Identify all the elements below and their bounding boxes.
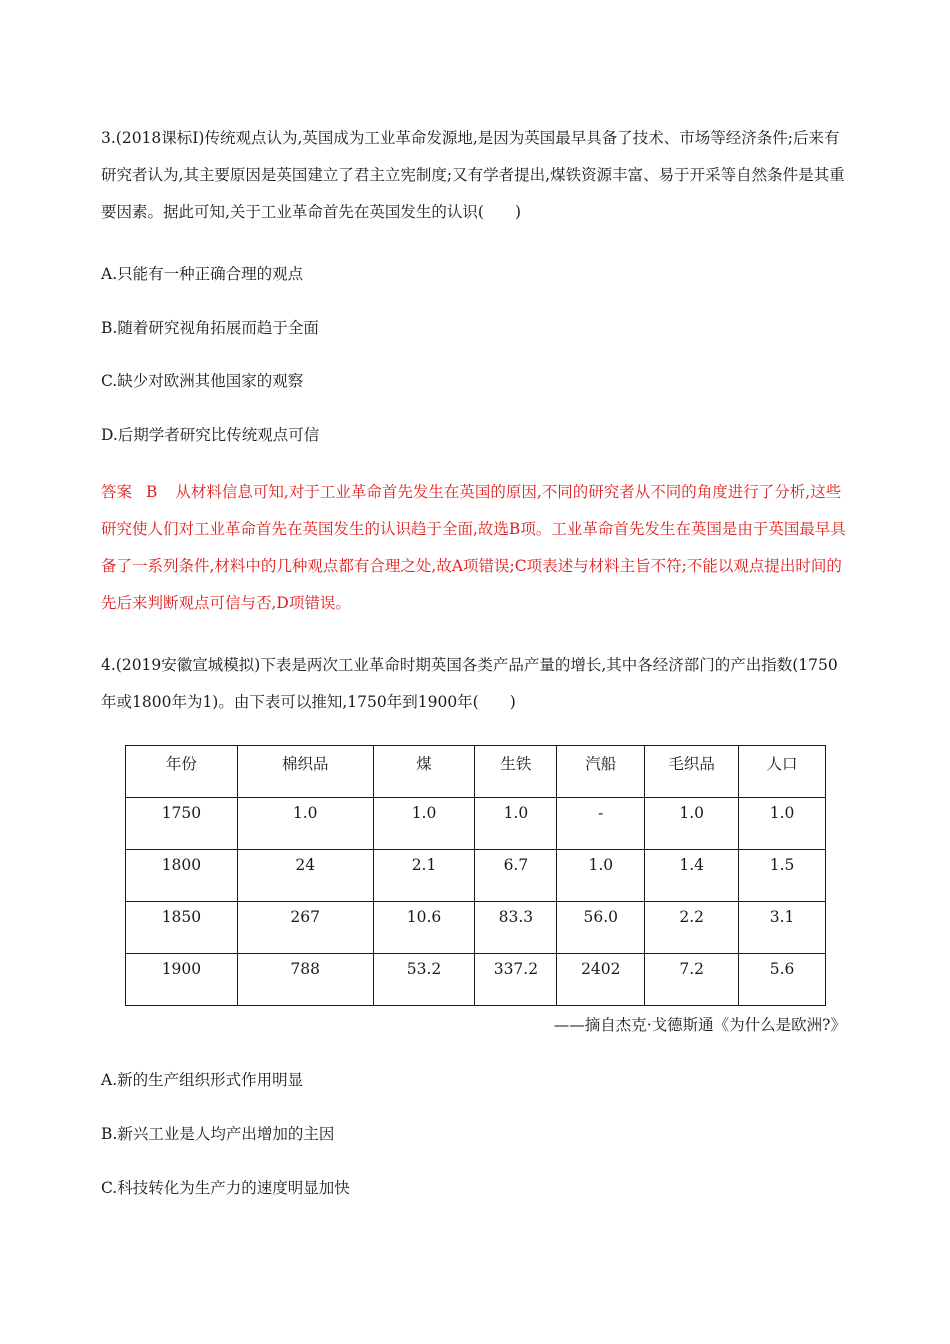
question-3-option-b: B.随着研究视角拓展而趋于全面 — [101, 319, 319, 337]
question-4-option-c: C.科技转化为生产力的速度明显加快 — [101, 1179, 350, 1197]
table-cell: 56.0 — [557, 902, 645, 954]
question-4-stem: 4.(2019安徽宣城模拟)下表是两次工业革命时期英国各类产品产量的增长,其中各经济部门的产出指数(1750年或1800年为1)。由下表可以推知,1750年到1900年( ) — [101, 656, 838, 711]
table-cell: - — [557, 798, 645, 850]
header-cell: 生铁 — [475, 746, 557, 798]
answer-label: 答案 — [101, 483, 133, 501]
table-cell: 2402 — [557, 954, 645, 1006]
table-cell: 6.7 — [475, 850, 557, 902]
question-4-option-a: A.新的生产组织形式作用明显 — [101, 1071, 304, 1089]
table-cell: 10.6 — [373, 902, 475, 954]
table-cell: 3.1 — [739, 902, 826, 954]
output-index-table — [125, 745, 826, 1006]
table-cell: 337.2 — [475, 954, 557, 1006]
table-cell: 1900 — [126, 954, 238, 1006]
table-cell: 2.1 — [373, 850, 475, 902]
table-cell: 267 — [237, 902, 373, 954]
table-row — [126, 850, 826, 902]
table-cell: 1850 — [126, 902, 238, 954]
table-cell: 1.4 — [645, 850, 739, 902]
header-cell: 人口 — [739, 746, 826, 798]
table-row — [126, 798, 826, 850]
question-3-option-d: D.后期学者研究比传统观点可信 — [101, 426, 320, 444]
table-cell: 5.6 — [739, 954, 826, 1006]
table-cell: 53.2 — [373, 954, 475, 1006]
question-3-option-a: A.只能有一种正确合理的观点 — [101, 265, 304, 283]
table-cell: 788 — [237, 954, 373, 1006]
question-3-option-c: C.缺少对欧洲其他国家的观察 — [101, 372, 304, 390]
table-cell: 1.5 — [739, 850, 826, 902]
header-cell: 毛织品 — [645, 746, 739, 798]
answer-key: B — [146, 483, 158, 501]
table-cell: 1.0 — [645, 798, 739, 850]
table-cell: 7.2 — [645, 954, 739, 1006]
table-cell: 1750 — [126, 798, 238, 850]
table-cell: 1.0 — [557, 850, 645, 902]
header-cell: 棉织品 — [237, 746, 373, 798]
table-cell: 1.0 — [475, 798, 557, 850]
table-cell: 1.0 — [373, 798, 475, 850]
header-cell: 年份 — [126, 746, 238, 798]
header-cell: 煤 — [373, 746, 475, 798]
header-cell: 汽船 — [557, 746, 645, 798]
table-row — [126, 954, 826, 1006]
table-cell: 1800 — [126, 850, 238, 902]
question-3-answer — [101, 474, 853, 622]
question-3-stem: 3.(2018课标Ⅰ)传统观点认为,英国成为工业革命发源地,是因为英国最早具备了技术、市场等经济条件;后来有研究者认为,其主要原因是英国建立了君主立宪制度;又有学者提出,煤铁资源丰富、易于开采等自然条件是其重要因素。据此可知,关于工业革命首先在英国发生的认识( ) — [101, 129, 845, 221]
table-cell: 24 — [237, 850, 373, 902]
table-cell: 83.3 — [475, 902, 557, 954]
question-4-option-b: B.新兴工业是人均产出增加的主因 — [101, 1125, 335, 1143]
table-cell: 1.0 — [739, 798, 826, 850]
table-cell: 1.0 — [237, 798, 373, 850]
table-source-citation: ——摘自杰克·戈德斯通《为什么是欧洲?》 — [553, 1016, 846, 1034]
answer-explanation: 从材料信息可知,对于工业革命首先发生在英国的原因,不同的研究者从不同的角度进行了分析,这些研究使人们对工业革命首先在英国发生的认识趋于全面,故选B项。工业革命首先发生在英国是由于英国最早具备了一系列条件,材料中的几种观点都有合理之处,故A项错误;C项表述与材料主旨不符;不能以观点提出时间的先后来判断观点可信与否,D项错误。 — [101, 483, 846, 612]
table-header-row — [126, 746, 826, 798]
table-cell: 2.2 — [645, 902, 739, 954]
table-row — [126, 902, 826, 954]
